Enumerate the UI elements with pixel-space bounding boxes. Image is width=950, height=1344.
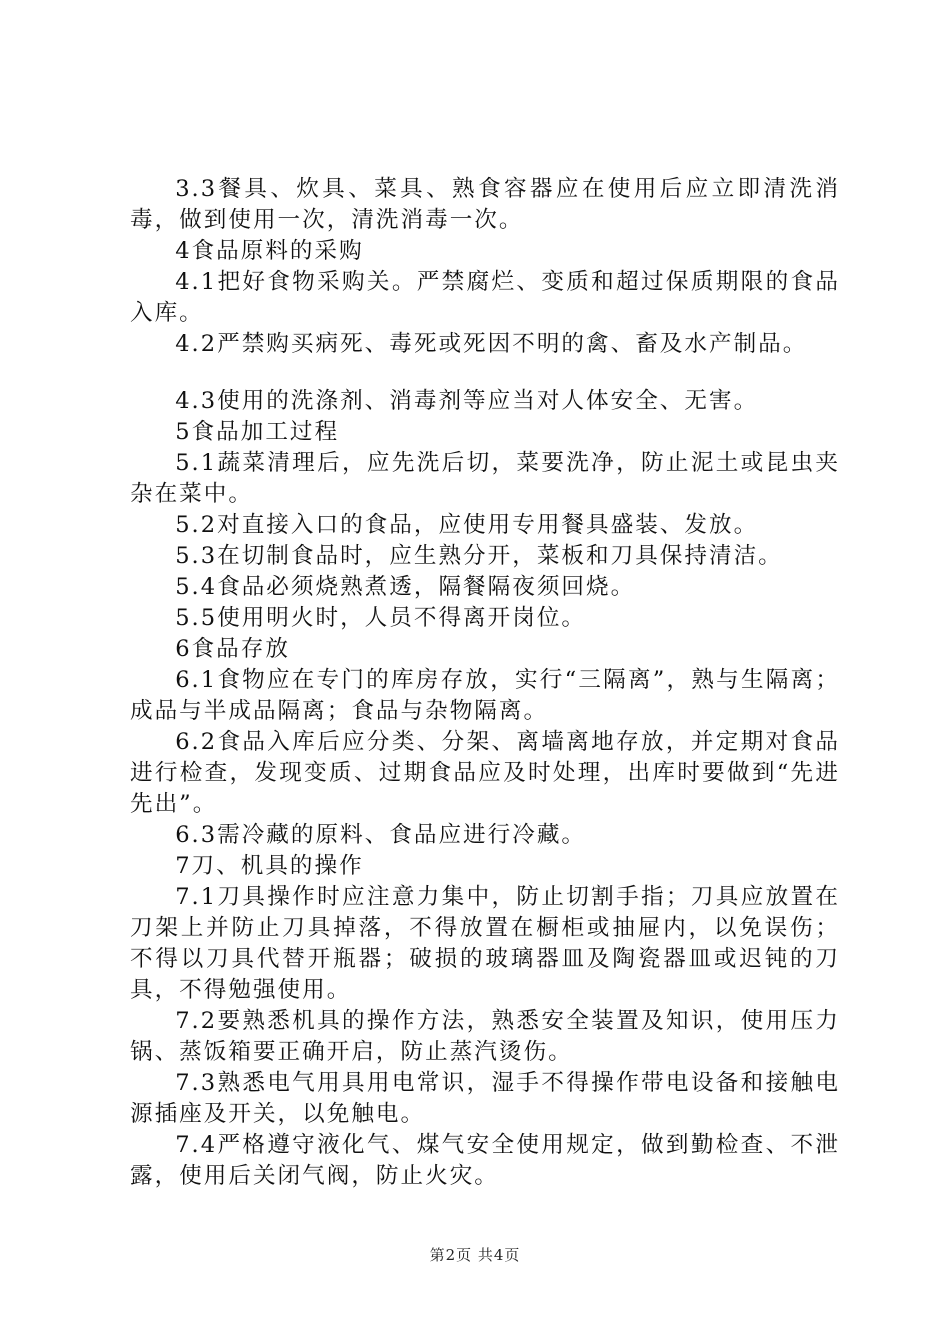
- paragraph-4-3: 4.3使用的洗涤剂、消毒剂等应当对人体安全、无害。: [175, 388, 759, 414]
- paragraph-3-3: 3.3餐具、炊具、菜具、熟食容器应在使用后应立即清洗消毒，做到使用一次，清洗消毒一次。: [130, 176, 840, 233]
- paragraph-7-2: 7.2要熟悉机具的操作方法，熟悉安全装置及知识，使用压力锅、蒸饭箱要正确开启，防止蒸汽烫伤。: [130, 1008, 840, 1065]
- page-number-label: 第2页 共4页: [429, 1246, 521, 1264]
- section-heading-6: 6食品存放: [175, 636, 290, 662]
- paragraph-6-2: 6.2食品入库后应分类、分架、离墙离地存放，并定期对食品进行检查，发现变质、过期食品应及时处理，出库时要做到“先进先出”。: [130, 729, 840, 817]
- document-body: [130, 174, 840, 1192]
- paragraph-5-3: 5.3在切制食品时，应生熟分开，菜板和刀具保持清洁。: [175, 543, 783, 569]
- paragraph-5-4: 5.4食品必须烧熟煮透，隔餐隔夜须回烧。: [175, 574, 636, 600]
- paragraph-5-2: 5.2对直接入口的食品，应使用专用餐具盛装、发放。: [175, 512, 759, 538]
- paragraph-4-1: 4.1把好食物采购关。严禁腐烂、变质和超过保质期限的食品入库。: [130, 269, 840, 326]
- section-heading-4: 4食品原料的采购: [175, 238, 364, 264]
- paragraph-7-3: 7.3熟悉电气用具用电常识，湿手不得操作带电设备和接触电源插座及开关，以免触电。: [130, 1070, 840, 1127]
- paragraph-7-4: 7.4严格遵守液化气、煤气安全使用规定，做到勤检查、不泄露，使用后关闭气阀，防止火灾。: [130, 1132, 840, 1189]
- paragraph-6-1: 6.1食物应在专门的库房存放，实行“三隔离”，熟与生隔离；成品与半成品隔离；食品与杂物隔离。: [130, 667, 840, 724]
- paragraph-5-5: 5.5使用明火时，人员不得离开岗位。: [175, 605, 587, 631]
- section-heading-7: 7刀、机具的操作: [175, 853, 364, 879]
- paragraph-6-3: 6.3需冷藏的原料、食品应进行冷藏。: [175, 822, 587, 848]
- paragraph-5-1: 5.1蔬菜清理后，应先洗后切，菜要洗净，防止泥土或昆虫夹杂在菜中。: [130, 450, 840, 507]
- page-footer: [0, 1244, 950, 1265]
- paragraph-4-2: 4.2严禁购买病死、毒死或死因不明的禽、畜及水产制品。: [175, 331, 808, 357]
- paragraph-7-1: 7.1刀具操作时应注意力集中，防止切割手指；刀具应放置在刀架上并防止刀具掉落，不得放置在橱柜或抽屉内，以免误伤；不得以刀具代替开瓶器；破损的玻璃器皿及陶瓷器皿或迟钝的刀具，不得勉强使用。: [130, 884, 840, 1003]
- section-heading-5: 5食品加工过程: [175, 419, 340, 445]
